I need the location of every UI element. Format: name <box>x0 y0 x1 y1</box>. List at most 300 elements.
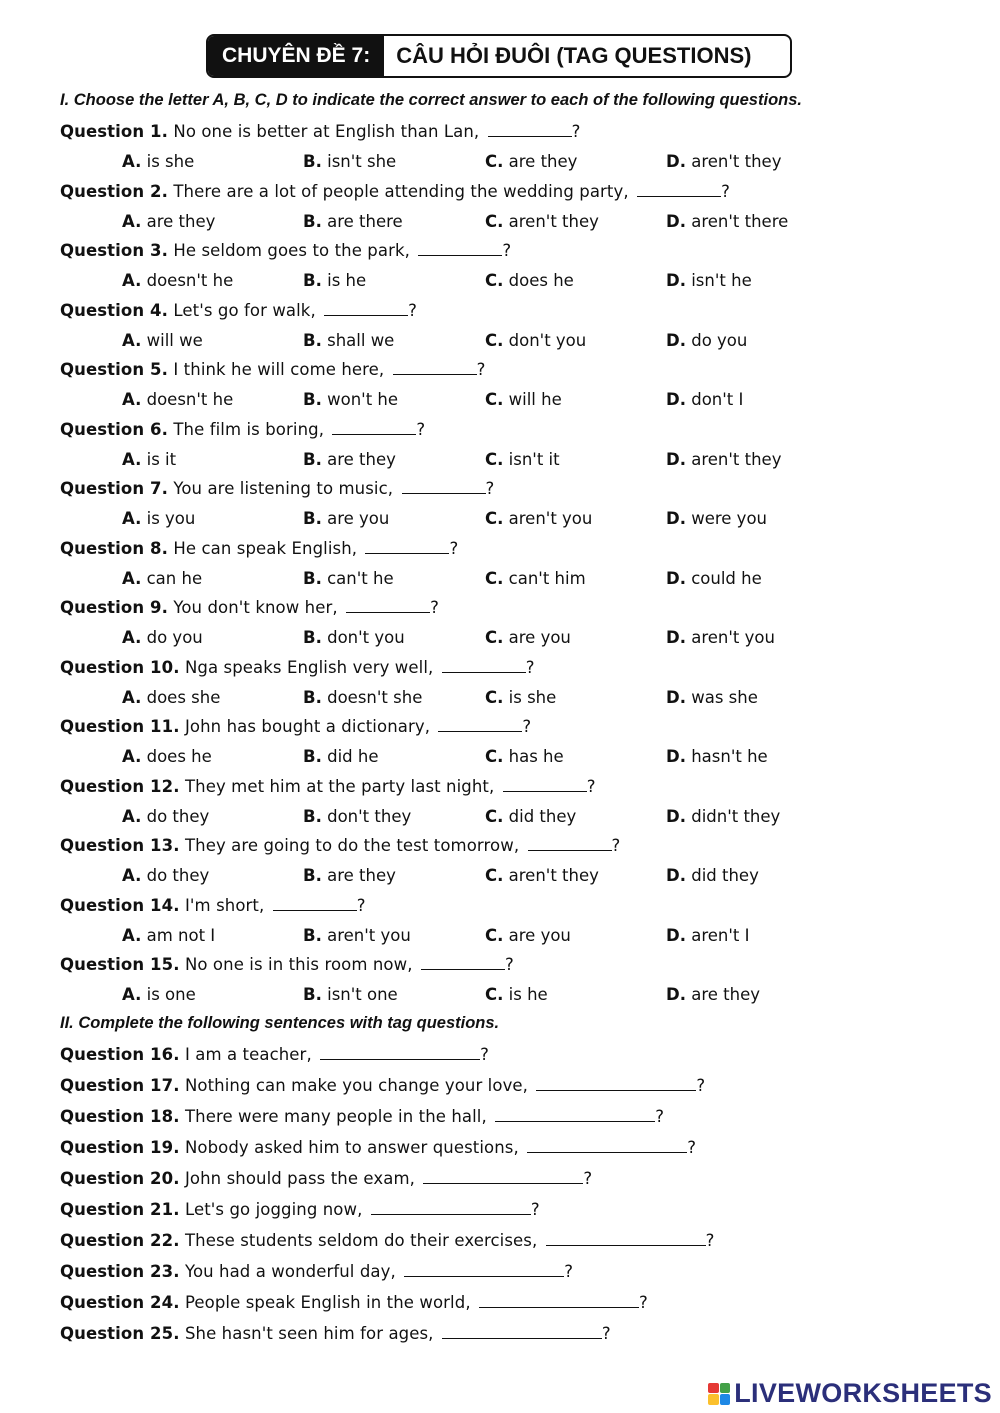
option-letter: C. <box>485 985 504 1004</box>
option-c[interactable] <box>485 926 571 945</box>
question-label: Question 14. <box>60 895 180 915</box>
question-mark: ? <box>586 776 596 796</box>
option-a[interactable] <box>122 747 212 766</box>
option-text: is he <box>508 985 548 1004</box>
question-text: These students seldom do their exercises, <box>184 1231 538 1250</box>
option-b[interactable] <box>303 926 411 945</box>
option-text: isn't it <box>508 449 560 469</box>
option-letter: C. <box>485 449 504 469</box>
answer-blank[interactable] <box>637 182 721 197</box>
option-text: is she <box>508 687 557 707</box>
option-b[interactable] <box>303 807 411 826</box>
answer-blank[interactable] <box>324 301 408 316</box>
option-text: has he <box>508 747 564 766</box>
option-letter: D. <box>666 806 686 826</box>
option-letter: D. <box>666 152 686 171</box>
answer-blank[interactable] <box>495 1107 655 1122</box>
option-b[interactable] <box>303 390 398 409</box>
option-text: are you <box>508 925 571 945</box>
option-text: don't they <box>327 806 412 826</box>
question-mark: ? <box>449 538 459 558</box>
option-d[interactable] <box>666 985 760 1004</box>
option-text: are they <box>327 449 396 469</box>
question-7 <box>60 479 494 498</box>
question-text: People speak English in the world, <box>184 1293 471 1312</box>
option-text: are they <box>691 985 760 1004</box>
question-15 <box>60 955 514 974</box>
option-text: will he <box>508 390 562 409</box>
answer-blank[interactable] <box>365 539 449 554</box>
question-text: Nga speaks English very well, <box>184 657 434 677</box>
question-text: I think he will come here, <box>173 360 385 379</box>
option-text: did they <box>691 866 759 885</box>
option-letter: A. <box>122 747 142 766</box>
answer-blank[interactable] <box>332 420 416 435</box>
question-1 <box>60 122 581 141</box>
question-14 <box>60 896 366 915</box>
question-text: John should pass the exam, <box>184 1169 415 1188</box>
question-mark: ? <box>611 836 621 855</box>
option-a[interactable] <box>122 271 233 290</box>
option-letter: D. <box>666 390 686 409</box>
option-d[interactable] <box>666 866 759 885</box>
option-text: is it <box>146 449 177 469</box>
question-19 <box>60 1138 696 1157</box>
option-letter: C. <box>485 152 504 171</box>
question-4 <box>60 301 417 320</box>
option-letter: C. <box>485 211 504 231</box>
option-a[interactable] <box>122 390 233 409</box>
option-text: did they <box>508 806 577 826</box>
question-mark: ? <box>430 598 439 617</box>
question-mark: ? <box>583 1169 593 1188</box>
option-text: are they <box>327 866 396 885</box>
option-text: can't he <box>327 568 394 588</box>
option-text: does she <box>146 687 221 707</box>
option-a[interactable] <box>122 926 215 945</box>
option-d[interactable] <box>666 271 752 290</box>
option-letter: B. <box>303 271 322 290</box>
option-text: are they <box>508 152 578 171</box>
question-mark: ? <box>655 1107 665 1126</box>
liveworksheets-logo-icon <box>708 1383 730 1405</box>
option-text: is she <box>146 152 195 171</box>
option-letter: D. <box>666 509 686 528</box>
option-text: does he <box>508 271 574 290</box>
option-text: hasn't he <box>691 747 768 766</box>
question-mark: ? <box>522 717 532 736</box>
option-text: do they <box>146 866 210 885</box>
topic-header <box>206 34 792 78</box>
option-text: do they <box>146 806 210 826</box>
question-label: Question 24. <box>60 1293 180 1312</box>
option-c[interactable] <box>485 271 574 290</box>
option-letter: D. <box>666 568 686 588</box>
option-letter: C. <box>485 390 504 409</box>
question-text: Nobody asked him to answer questions, <box>184 1138 519 1157</box>
option-letter: D. <box>666 330 686 350</box>
question-16 <box>60 1045 489 1064</box>
question-mark: ? <box>571 122 581 141</box>
question-21 <box>60 1200 540 1219</box>
answer-blank[interactable] <box>438 717 522 732</box>
question-mark: ? <box>639 1293 648 1312</box>
section-1-heading: I. Choose the letter A, B, C, D to indicate the correct answer to each of the following questions. <box>60 91 802 109</box>
option-text: aren't you <box>508 509 593 528</box>
logo-square-green <box>720 1383 731 1394</box>
option-text: isn't he <box>691 271 752 290</box>
answer-blank[interactable] <box>442 658 526 673</box>
watermark-text: LIVEWORKSHEETS <box>734 1378 992 1408</box>
option-text: aren't you <box>691 628 775 647</box>
option-c[interactable] <box>485 152 577 171</box>
option-b[interactable] <box>303 331 394 350</box>
question-label: Question 1. <box>60 122 169 141</box>
option-a[interactable] <box>122 509 195 528</box>
option-b[interactable] <box>303 747 379 766</box>
liveworksheets-watermark <box>708 1378 992 1409</box>
question-text: Let's go for walk, <box>173 300 316 320</box>
option-letter: D. <box>666 925 686 945</box>
option-letter: B. <box>303 687 322 707</box>
question-label: Question 7. <box>60 479 169 498</box>
question-text: I am a teacher, <box>184 1045 312 1064</box>
option-letter: B. <box>303 152 322 171</box>
answer-blank[interactable] <box>423 1169 583 1184</box>
answer-blank[interactable] <box>421 955 505 970</box>
option-letter: A. <box>122 806 142 826</box>
answer-blank[interactable] <box>488 122 572 137</box>
option-letter: A. <box>122 449 142 469</box>
question-label: Question 20. <box>60 1169 180 1188</box>
option-d[interactable] <box>666 569 762 588</box>
option-text: shall we <box>327 330 395 350</box>
option-a[interactable] <box>122 628 203 647</box>
topic-title: CÂU HỎI ĐUÔI (TAG QUESTIONS) <box>396 43 752 68</box>
option-a[interactable] <box>122 450 176 469</box>
option-c[interactable] <box>485 331 586 350</box>
option-letter: A. <box>122 866 142 885</box>
topic-label: CHUYÊN ĐỀ 7: <box>208 36 384 76</box>
option-c[interactable] <box>485 985 548 1004</box>
option-text: could he <box>691 568 762 588</box>
option-d[interactable] <box>666 509 767 528</box>
option-text: are they <box>146 211 216 231</box>
question-label: Question 25. <box>60 1324 180 1343</box>
answer-blank[interactable] <box>528 836 612 851</box>
option-d[interactable] <box>666 688 758 707</box>
option-letter: C. <box>485 866 504 885</box>
question-13 <box>60 836 620 855</box>
option-b[interactable] <box>303 271 366 290</box>
question-label: Question 19. <box>60 1138 180 1157</box>
question-text: He seldom goes to the park, <box>173 241 410 260</box>
option-text: don't you <box>327 628 405 647</box>
option-text: is he <box>327 271 367 290</box>
option-text: isn't she <box>327 152 397 171</box>
question-text: You are listening to music, <box>173 479 394 498</box>
option-c[interactable] <box>485 866 599 885</box>
option-text: aren't they <box>508 866 599 885</box>
option-letter: D. <box>666 628 686 647</box>
answer-blank[interactable] <box>371 1200 531 1215</box>
question-6 <box>60 420 425 439</box>
option-letter: C. <box>485 747 504 766</box>
option-a[interactable] <box>122 985 196 1004</box>
option-b[interactable] <box>303 688 422 707</box>
question-label: Question 16. <box>60 1045 180 1064</box>
question-label: Question 11. <box>60 717 180 736</box>
option-letter: B. <box>303 985 322 1004</box>
question-mark: ? <box>504 955 514 974</box>
answer-blank[interactable] <box>402 479 486 494</box>
option-letter: D. <box>666 211 686 231</box>
question-text: No one is in this room now, <box>184 955 413 974</box>
option-letter: C. <box>485 330 504 350</box>
answer-blank[interactable] <box>479 1293 639 1308</box>
option-a[interactable] <box>122 807 209 826</box>
option-letter: A. <box>122 985 142 1004</box>
option-letter: C. <box>485 628 504 647</box>
question-20 <box>60 1169 592 1188</box>
option-text: is one <box>146 985 196 1004</box>
option-text: isn't one <box>327 985 398 1004</box>
option-letter: D. <box>666 985 686 1004</box>
option-text: doesn't he <box>146 271 234 290</box>
option-c[interactable] <box>485 688 556 707</box>
question-10 <box>60 658 535 677</box>
option-c[interactable] <box>485 390 562 409</box>
option-d[interactable] <box>666 390 743 409</box>
question-text: No one is better at English than Lan, <box>173 122 480 141</box>
option-b[interactable] <box>303 212 403 231</box>
option-letter: C. <box>485 806 504 826</box>
option-text: are you <box>508 628 571 647</box>
option-d[interactable] <box>666 212 788 231</box>
question-text: You don't know her, <box>173 598 338 617</box>
answer-blank[interactable] <box>546 1231 706 1246</box>
question-label: Question 22. <box>60 1231 180 1250</box>
question-label: Question 2. <box>60 181 169 201</box>
option-letter: D. <box>666 271 686 290</box>
question-label: Question 12. <box>60 776 180 796</box>
option-letter: A. <box>122 330 142 350</box>
question-label: Question 10. <box>60 657 180 677</box>
question-mark: ? <box>485 479 495 498</box>
option-b[interactable] <box>303 985 398 1004</box>
question-mark: ? <box>525 657 535 677</box>
option-letter: B. <box>303 866 322 885</box>
option-text: aren't they <box>691 152 782 171</box>
question-label: Question 18. <box>60 1107 180 1126</box>
option-letter: A. <box>122 211 142 231</box>
option-letter: A. <box>122 152 142 171</box>
question-label: Question 9. <box>60 598 169 617</box>
question-label: Question 5. <box>60 360 169 379</box>
option-letter: A. <box>122 568 142 588</box>
option-letter: A. <box>122 925 142 945</box>
question-text: They are going to do the test tomorrow, <box>184 836 520 855</box>
answer-blank[interactable] <box>503 777 587 792</box>
option-d[interactable] <box>666 450 781 469</box>
logo-square-red <box>708 1383 719 1394</box>
option-a[interactable] <box>122 212 215 231</box>
question-mark: ? <box>502 241 512 260</box>
question-text: She hasn't seen him for ages, <box>184 1324 434 1343</box>
option-text: does he <box>146 747 212 766</box>
option-text: do you <box>691 330 748 350</box>
option-d[interactable] <box>666 926 749 945</box>
option-letter: B. <box>303 390 322 409</box>
option-text: can he <box>146 568 203 588</box>
option-text: aren't you <box>327 925 411 945</box>
option-text: was she <box>691 687 758 707</box>
answer-blank[interactable] <box>404 1262 564 1277</box>
option-letter: B. <box>303 925 322 945</box>
question-text: The film is boring, <box>173 419 325 439</box>
option-c[interactable] <box>485 212 599 231</box>
logo-square-yellow <box>708 1394 719 1405</box>
option-letter: B. <box>303 509 322 528</box>
option-text: aren't there <box>691 211 789 231</box>
question-text: He can speak English, <box>173 538 358 558</box>
question-22 <box>60 1231 715 1250</box>
option-letter: B. <box>303 747 322 766</box>
question-mark: ? <box>356 895 366 915</box>
option-c[interactable] <box>485 509 592 528</box>
option-a[interactable] <box>122 152 194 171</box>
option-text: is you <box>146 509 196 528</box>
option-text: aren't they <box>691 449 782 469</box>
option-b[interactable] <box>303 569 394 588</box>
question-3 <box>60 241 511 260</box>
option-d[interactable] <box>666 152 781 171</box>
question-text: There were many people in the hall, <box>184 1107 487 1126</box>
answer-blank[interactable] <box>273 896 357 911</box>
option-letter: A. <box>122 687 142 707</box>
question-mark: ? <box>687 1138 697 1157</box>
question-5 <box>60 360 485 379</box>
option-c[interactable] <box>485 569 586 588</box>
answer-blank[interactable] <box>393 360 477 375</box>
option-text: aren't I <box>691 925 750 945</box>
option-letter: C. <box>485 271 504 290</box>
question-label: Question 13. <box>60 836 180 855</box>
question-label: Question 3. <box>60 241 169 260</box>
question-label: Question 6. <box>60 419 169 439</box>
question-25 <box>60 1324 611 1343</box>
option-text: won't he <box>327 390 399 409</box>
option-letter: A. <box>122 390 142 409</box>
option-d[interactable] <box>666 331 747 350</box>
option-a[interactable] <box>122 866 209 885</box>
question-mark: ? <box>476 360 486 379</box>
option-text: are there <box>327 211 403 231</box>
option-c[interactable] <box>485 807 576 826</box>
question-mark: ? <box>564 1262 574 1281</box>
answer-blank[interactable] <box>418 241 502 256</box>
question-mark: ? <box>530 1200 540 1219</box>
option-b[interactable] <box>303 450 396 469</box>
answer-blank[interactable] <box>442 1324 602 1339</box>
option-c[interactable] <box>485 450 560 469</box>
option-text: didn't they <box>691 806 781 826</box>
option-text: do you <box>146 628 203 647</box>
question-18 <box>60 1107 664 1126</box>
question-mark: ? <box>480 1045 490 1064</box>
option-d[interactable] <box>666 747 768 766</box>
question-text: There are a lot of people attending the wedding party, <box>173 181 629 201</box>
option-letter: A. <box>122 509 142 528</box>
question-23 <box>60 1262 573 1281</box>
option-letter: B. <box>303 449 322 469</box>
option-text: were you <box>691 509 767 528</box>
option-letter: C. <box>485 568 504 588</box>
option-letter: B. <box>303 628 322 647</box>
question-mark: ? <box>416 419 426 439</box>
question-text: They met him at the party last night, <box>184 776 495 796</box>
option-d[interactable] <box>666 628 775 647</box>
option-letter: D. <box>666 866 686 885</box>
question-mark: ? <box>408 300 418 320</box>
option-text: don't I <box>691 390 744 409</box>
option-text: aren't they <box>508 211 599 231</box>
question-mark: ? <box>721 181 730 201</box>
option-b[interactable] <box>303 152 396 171</box>
option-c[interactable] <box>485 747 564 766</box>
question-text: Let's go jogging now, <box>184 1200 363 1219</box>
option-letter: A. <box>122 628 142 647</box>
option-b[interactable] <box>303 628 405 647</box>
option-letter: D. <box>666 449 686 469</box>
question-mark: ? <box>601 1324 611 1343</box>
answer-blank[interactable] <box>320 1045 480 1060</box>
option-text: did he <box>327 747 379 766</box>
question-text: I'm short, <box>184 895 265 915</box>
option-a[interactable] <box>122 569 202 588</box>
option-b[interactable] <box>303 509 389 528</box>
logo-square-blue <box>720 1394 731 1405</box>
option-c[interactable] <box>485 628 571 647</box>
option-text: don't you <box>508 330 587 350</box>
option-letter: C. <box>485 687 504 707</box>
option-letter: B. <box>303 806 322 826</box>
question-mark: ? <box>696 1076 706 1095</box>
question-24 <box>60 1293 648 1312</box>
option-letter: D. <box>666 687 686 707</box>
answer-blank[interactable] <box>536 1076 696 1091</box>
question-9 <box>60 598 439 617</box>
question-label: Question 8. <box>60 538 169 558</box>
question-label: Question 15. <box>60 955 180 974</box>
question-text: You had a wonderful day, <box>184 1262 396 1281</box>
option-a[interactable] <box>122 688 220 707</box>
question-8 <box>60 539 458 558</box>
question-label: Question 21. <box>60 1200 180 1219</box>
question-label: Question 23. <box>60 1262 180 1281</box>
option-a[interactable] <box>122 331 203 350</box>
question-mark: ? <box>705 1231 715 1250</box>
option-b[interactable] <box>303 866 396 885</box>
answer-blank[interactable] <box>346 598 430 613</box>
option-letter: B. <box>303 330 322 350</box>
section-2-heading: II. Complete the following sentences with tag questions. <box>60 1014 500 1032</box>
option-letter: C. <box>485 509 504 528</box>
answer-blank[interactable] <box>527 1138 687 1153</box>
question-label: Question 17. <box>60 1076 180 1095</box>
option-d[interactable] <box>666 807 780 826</box>
option-text: am not I <box>146 925 216 945</box>
